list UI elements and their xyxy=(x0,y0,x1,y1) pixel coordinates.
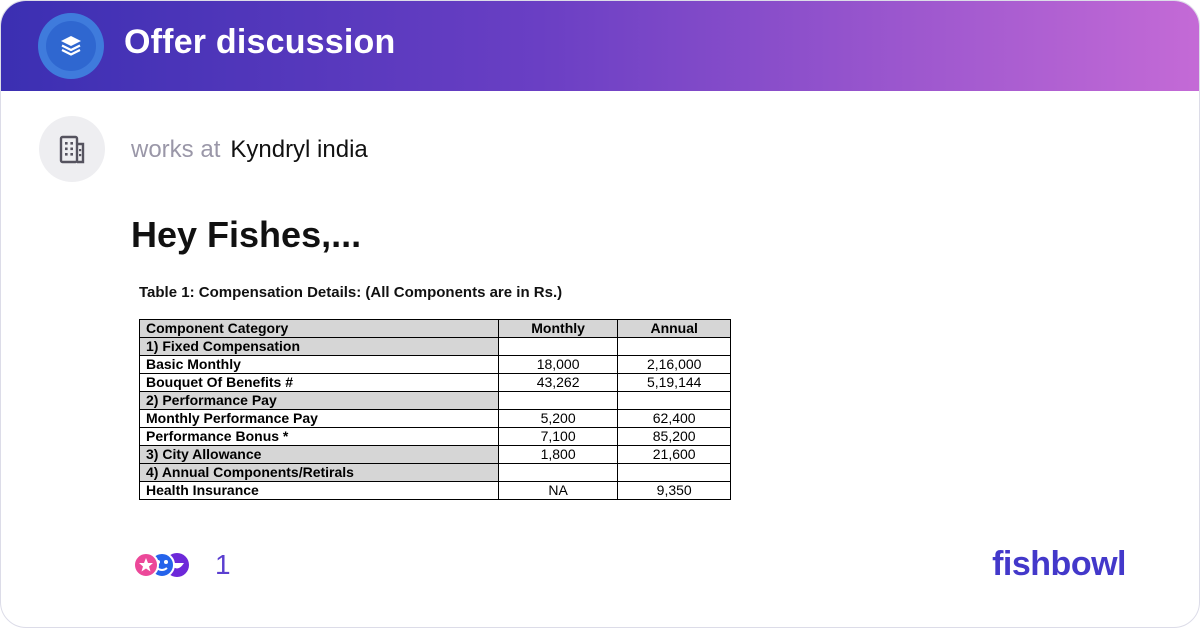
table-row xyxy=(140,338,731,356)
monthly-cell xyxy=(498,464,618,482)
annual-cell xyxy=(618,338,731,356)
annual-cell xyxy=(618,464,731,482)
monthly-cell: 43,262 xyxy=(498,374,618,392)
bowl-logo[interactable] xyxy=(38,13,104,79)
building-icon xyxy=(55,132,89,166)
annual-cell: 21,600 xyxy=(618,446,731,464)
monthly-cell xyxy=(498,338,618,356)
monthly-cell: 5,200 xyxy=(498,410,618,428)
annual-cell xyxy=(618,392,731,410)
annual-cell: 2,16,000 xyxy=(618,356,731,374)
annual-cell: 62,400 xyxy=(618,410,731,428)
author-avatar[interactable] xyxy=(39,116,105,182)
reaction-count: 1 xyxy=(215,549,231,580)
table-row xyxy=(140,392,731,410)
table-caption: Table 1: Compensation Details: (All Components are in Rs.) xyxy=(139,284,563,301)
company-name[interactable]: Kyndryl india xyxy=(230,136,368,163)
table-row xyxy=(140,464,731,482)
table-row xyxy=(140,428,731,446)
post-header xyxy=(1,1,1199,91)
component-cell: 2) Performance Pay xyxy=(140,392,499,410)
table-header-row xyxy=(140,320,731,338)
component-cell: Monthly Performance Pay xyxy=(140,410,499,428)
annual-cell: 85,200 xyxy=(618,428,731,446)
monthly-cell: 7,100 xyxy=(498,428,618,446)
table-row xyxy=(140,374,731,392)
column-header: Annual xyxy=(618,320,731,338)
reaction-emojis-icon xyxy=(131,550,199,580)
table-row xyxy=(140,446,731,464)
monthly-cell: 18,000 xyxy=(498,356,618,374)
table-row xyxy=(140,410,731,428)
compensation-table xyxy=(139,319,731,500)
component-cell: Health Insurance xyxy=(140,482,499,500)
monthly-cell: 1,800 xyxy=(498,446,618,464)
component-cell: Basic Monthly xyxy=(140,356,499,374)
author-info xyxy=(131,136,368,164)
annual-cell: 9,350 xyxy=(618,482,731,500)
component-cell: 3) City Allowance xyxy=(140,446,499,464)
table-row xyxy=(140,356,731,374)
component-cell: Bouquet Of Benefits # xyxy=(140,374,499,392)
component-cell: 4) Annual Components/Retirals xyxy=(140,464,499,482)
post-image[interactable] xyxy=(131,271,731,517)
layers-icon xyxy=(58,33,84,59)
reactions[interactable] xyxy=(131,549,231,581)
monthly-cell xyxy=(498,392,618,410)
column-header: Monthly xyxy=(498,320,618,338)
works-at-label: works at xyxy=(131,136,221,163)
annual-cell: 5,19,144 xyxy=(618,374,731,392)
bowl-title[interactable]: Offer discussion xyxy=(124,23,396,61)
monthly-cell: NA xyxy=(498,482,618,500)
column-header: Component Category xyxy=(140,320,499,338)
post-title[interactable]: Hey Fishes,... xyxy=(131,214,362,255)
component-cell: 1) Fixed Compensation xyxy=(140,338,499,356)
table-row xyxy=(140,482,731,500)
component-cell: Performance Bonus * xyxy=(140,428,499,446)
fishbowl-logo[interactable]: fishbowl xyxy=(992,545,1126,583)
